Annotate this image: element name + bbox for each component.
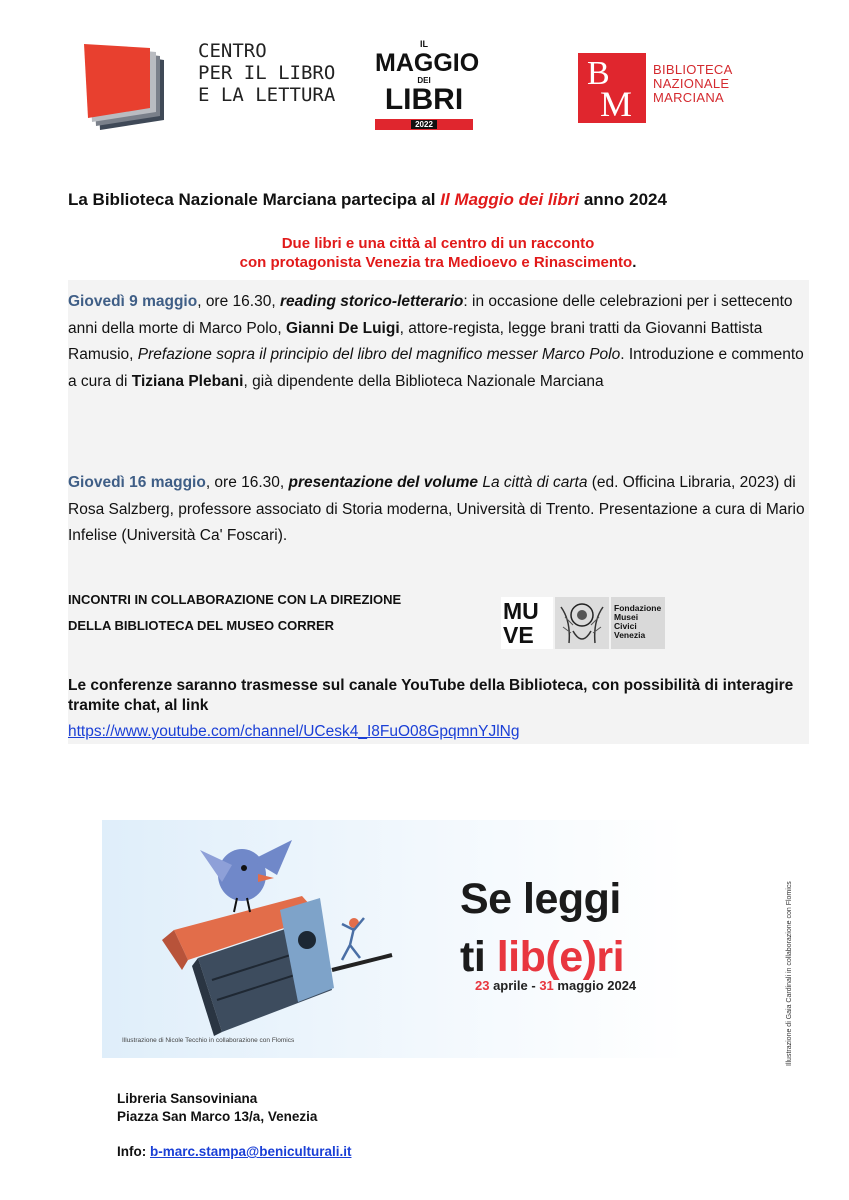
event-1-date: Giovedì 9 maggio [68,293,198,310]
broadcast-notice: Le conferenze saranno trasmesse sul canale YouTube della Biblioteca, con possibilità di interagire tramite chat, al link [68,677,794,714]
event-2-date: Giovedì 16 maggio [68,474,206,491]
contact-info: Info: b-marc.stampa@beniculturali.it [117,1144,352,1159]
banner-illustration-credit: Illustrazione di Nicole Tecchio in collaborazione con Flomics [122,1037,295,1044]
page-title: La Biblioteca Nazionale Marciana partecipa al Il Maggio dei libri anno 2024 [68,190,667,209]
lion-of-saint-mark-icon [555,597,609,649]
bnm-wordmark: BIBLIOTECA NAZIONALE MARCIANA [653,62,733,105]
muve-wordmark: MU VE [501,597,553,649]
collaboration-note: INCONTRI IN COLLABORAZIONE CON LA DIREZIONE DELLA BIBLIOTECA DEL MUSEO CORRER [68,592,402,633]
banner-dates: 23 aprile - 31 maggio 2024 [475,978,637,993]
event-1-description: Giovedì 9 maggio, ore 16.30, reading storico-letterario: in occasione delle celebrazioni per i settecento anni della morte di Marco Polo, Gianni De Luigi, attore-regista, legge brani tratti da Giovanni Battista Ramusio, Prefazione sopra il principio del libro del magnifico messer Marco Polo. Introduzione e commento a cura di Tiziana Plebani, già dipendente della Biblioteca Nazionale Marciana [68,293,804,390]
bird-birdhouse-illustration-icon [102,820,442,1058]
venue-address: Libreria Sansoviniana Piazza San Marco 13/a, Venezia [117,1091,318,1124]
cpll-wordmark: CENTRO PER IL LIBRO E LA LETTURA [198,40,336,106]
youtube-channel-link[interactable]: https://www.youtube.com/channel/UCesk4_I8FuO08GpqmnYJlNg [68,723,520,740]
bm-monogram: B M [578,53,646,123]
muve-logo [501,597,665,649]
side-illustration-credit: Illustrazione di Gaia Cardinali in collaborazione con Flomics [786,881,793,1066]
cpll-book-mark-icon [78,40,188,135]
se-leggi-banner [102,820,688,1058]
page-subtitle: Due libri e una città al centro di un racconto con protagonista Venezia tra Medioevo e Rinascimento. [239,235,637,271]
contact-email-link[interactable]: b-marc.stampa@beniculturali.it [150,1144,352,1159]
fondazione-musei-text: Fondazione Musei Civici Venezia [611,597,665,649]
biblioteca-marciana-logo [578,53,738,125]
maggio-dei-libri-logo: IL MAGGIO DEI LIBRI 2022 [375,39,480,129]
banner-headline: Se leggi ti lib(e)ri [460,875,625,981]
cpll-logo [78,40,338,135]
event-2-description: Giovedì 16 maggio, ore 16.30, presentazione del volume La città di carta (ed. Officina Libraria, 2023) di Rosa Salzberg, professore associato di Storia moderna, Università di Trento. Presentazione a cura di Mario Infelise (Università Ca' Foscari). [68,474,805,544]
